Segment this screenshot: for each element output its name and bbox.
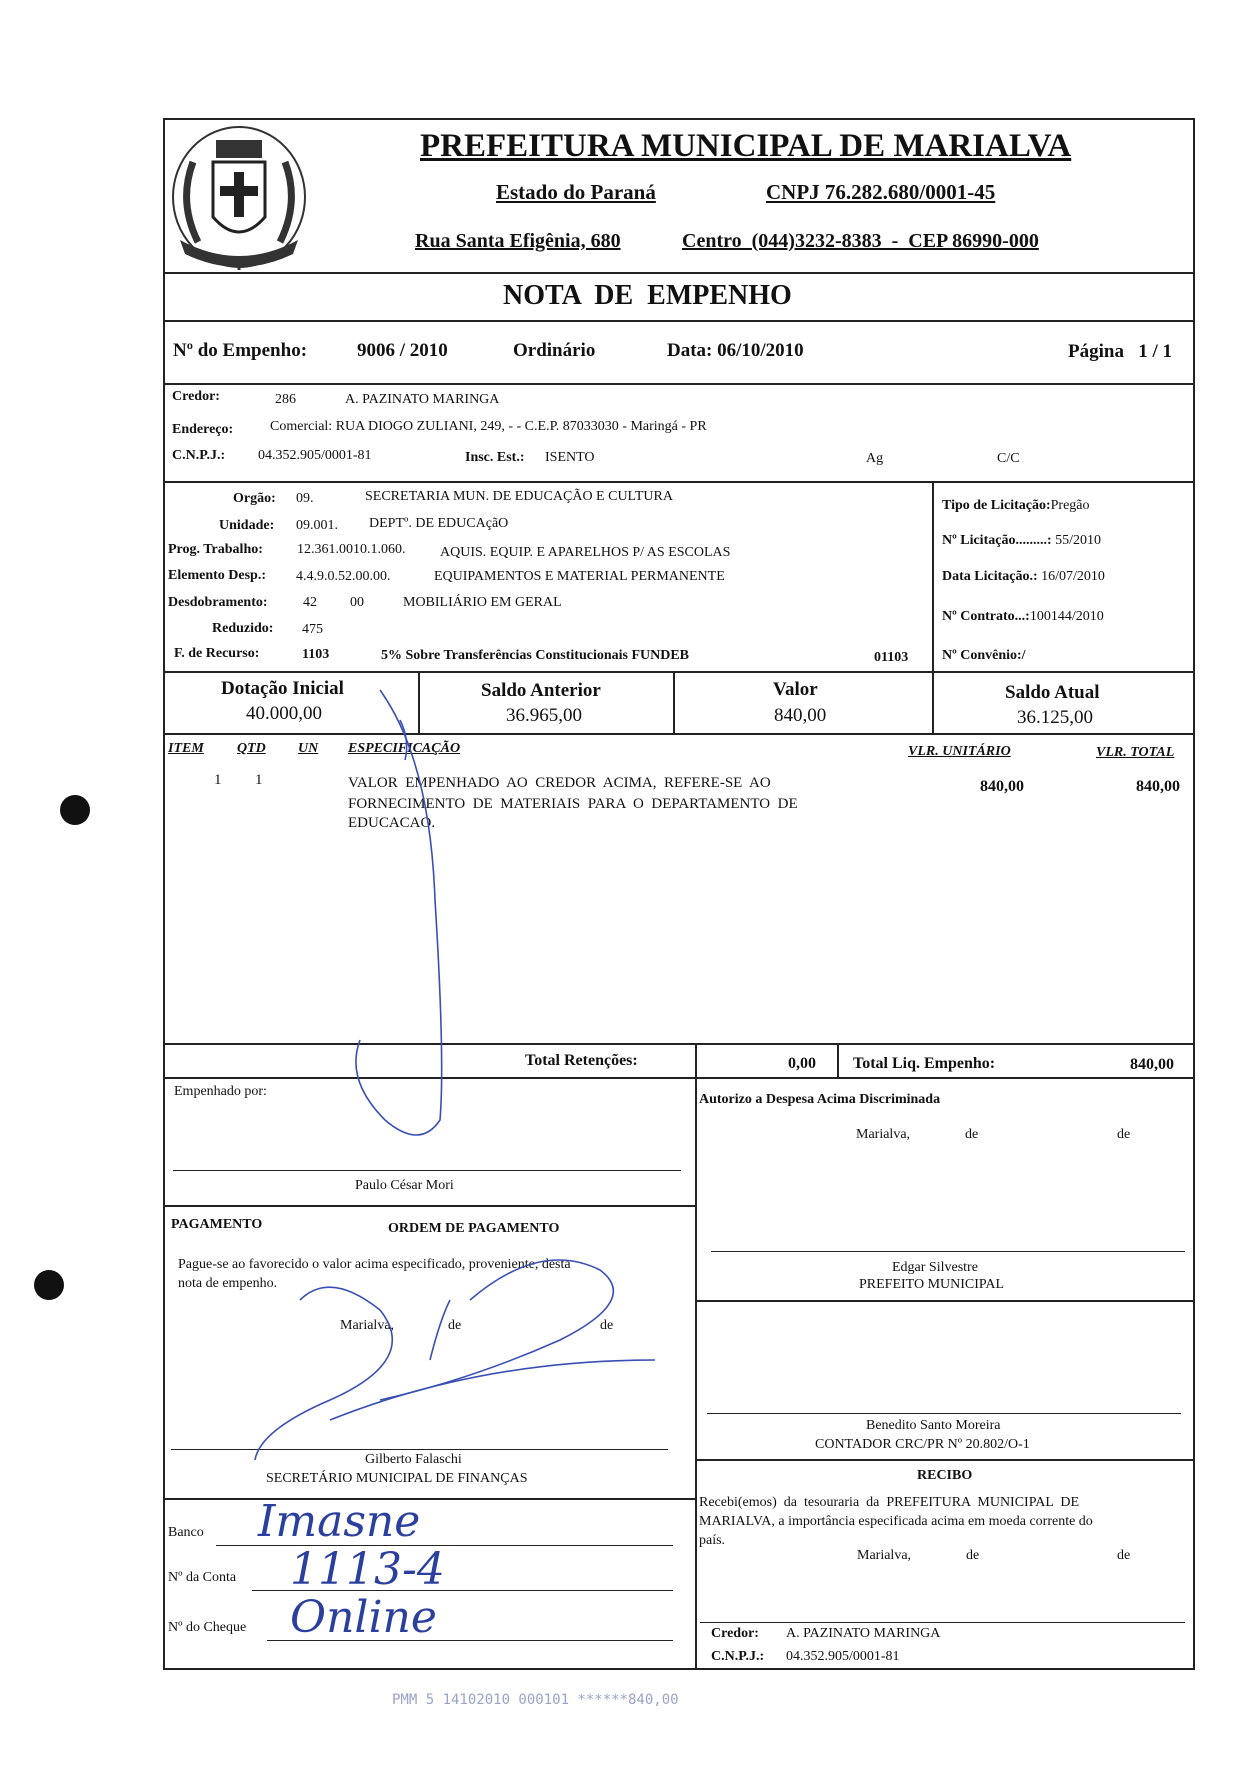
qtd-col-header: QTD (237, 741, 266, 756)
conta-label: Nº da Conta (168, 1570, 237, 1585)
saldo-anterior-label: Saldo Anterior (481, 680, 601, 701)
desdobramento-code2: 00 (350, 595, 364, 610)
total-liquido-value: 840,00 (1130, 1056, 1174, 1073)
desdobramento-name: MOBILIÁRIO EM GERAL (403, 595, 562, 610)
empenhado-name: Paulo César Mori (355, 1178, 454, 1193)
insc-value: ISENTO (545, 450, 595, 465)
autorizo-de2: de (1117, 1127, 1131, 1142)
num-licitacao-value: 55/2010 (1055, 533, 1101, 548)
convenio-label: Nº Convênio:/ (942, 648, 1026, 663)
recurso-name: 5% Sobre Transferências Constitucionais FUNDEB (381, 648, 690, 663)
pagamento-label: PAGAMENTO (171, 1217, 263, 1232)
credor-cnpj: 04.352.905/0001-81 (258, 448, 372, 463)
unidade-label: Unidade: (219, 518, 275, 533)
banco-handwritten: Imasne (258, 1496, 421, 1547)
un-col-header: UN (298, 741, 319, 756)
total-retencoes-label: Total Retenções: (525, 1052, 638, 1069)
item-spec-line1: VALOR EMPENHADO AO CREDOR ACIMA, REFERE-SE AO (348, 775, 771, 791)
item-spec-line3: EDUCACAO. (348, 815, 436, 831)
vlr-total-col-header: VLR. TOTAL (1096, 745, 1175, 760)
prefeito-role: PREFEITO MUNICIPAL (859, 1277, 1005, 1292)
item-total-value: 840,00 (1136, 778, 1180, 795)
recibo-credor-name: A. PAZINATO MARINGA (786, 1626, 941, 1641)
orgao-label: Orgão: (233, 491, 276, 506)
data-licitacao-value: 16/07/2010 (1041, 569, 1105, 584)
dotacao-label: Dotação Inicial (221, 678, 344, 699)
item-unit-value: 840,00 (980, 778, 1024, 795)
page-number: Página 1 / 1 (1068, 341, 1172, 362)
orgao-code: 09. (296, 491, 314, 506)
recurso-code2: 01103 (874, 650, 909, 665)
insc-label: Insc. Est.: (465, 450, 525, 465)
pagamento-signer-role: SECRETÁRIO MUNICIPAL DE FINANÇAS (266, 1471, 528, 1486)
saldo-atual-label: Saldo Atual (1005, 682, 1100, 703)
banco-label: Banco (168, 1525, 204, 1540)
cnpj-label: CNPJ 76.282.680/0001-45 (766, 180, 996, 204)
valor-value: 840,00 (774, 705, 827, 726)
tipo-licitacao-text: Tipo de Licitação: (942, 498, 1051, 513)
autorizo-city: Marialva, (856, 1127, 911, 1142)
saldo-anterior-value: 36.965,00 (506, 705, 582, 726)
item-spec-line2: FORNECIMENTO DE MATERIAIS PARA O DEPARTAMENTO DE (348, 796, 798, 812)
tipo-licitacao-value: Pregão (1050, 498, 1090, 513)
credor-cnpj-label: C.N.P.J.: (172, 448, 226, 463)
prefeito-name: Edgar Silvestre (892, 1260, 978, 1275)
unidade-name: DEPTº. DE EDUCAçãO (369, 516, 509, 531)
spec-col-header: ESPECIFICAÇÃO (348, 741, 461, 756)
prog-label: Prog. Trabalho: (168, 542, 263, 557)
num-licitacao-text: Nº Licitação.........: (942, 533, 1052, 548)
empenho-date: Data: 06/10/2010 (667, 340, 804, 361)
cheque-label: Nº do Cheque (168, 1620, 247, 1635)
doc-title: NOTA DE EMPENHO (503, 280, 792, 311)
reduzido-label: Reduzido: (212, 621, 274, 636)
contrato-value: 100144/2010 (1029, 609, 1104, 624)
elemento-code: 4.4.9.0.52.00.00. (296, 569, 391, 584)
data-licitacao-text: Data Licitação.: (942, 569, 1038, 584)
contador-name: Benedito Santo Moreira (866, 1418, 1001, 1433)
unidade-code: 09.001. (296, 518, 338, 533)
conta-handwritten: 1113-4 (290, 1544, 445, 1595)
prog-code: 12.361.0010.1.060. (297, 542, 406, 557)
empenho-number: 9006 / 2010 (357, 340, 448, 361)
account-label: C/C (997, 451, 1020, 466)
vlr-unit-col-header: VLR. UNITÁRIO (908, 744, 1011, 759)
valor-label: Valor (773, 679, 818, 700)
recibo-text-line1: Recebi(emos) da tesouraria da PREFEITURA MUNICIPAL DE (699, 1495, 1080, 1510)
autorizo-de1: de (965, 1127, 979, 1142)
desdobramento-code1: 42 (303, 595, 317, 610)
empenho-type: Ordinário (513, 340, 596, 361)
autorizo-label: Autorizo a Despesa Acima Discriminada (699, 1092, 941, 1107)
item-col-header: ITEM (168, 741, 204, 756)
pagamento-de2: de (600, 1318, 614, 1333)
item-qtd: 1 (255, 772, 263, 788)
elemento-label: Elemento Desp.: (168, 568, 266, 583)
total-retencoes-value: 0,00 (788, 1055, 816, 1072)
credor-address: Comercial: RUA DIOGO ZULIANI, 249, - - C.E.P. 87033030 - Maringá - PR (270, 419, 707, 434)
contador-role: CONTADOR CRC/PR Nº 20.802/O-1 (815, 1437, 1030, 1452)
dotacao-value: 40.000,00 (246, 703, 322, 724)
recibo-de1: de (966, 1548, 980, 1563)
contrato-text: Nº Contrato...: (942, 609, 1030, 624)
bank-stamp: PMM 5 14102010 000101 ******840,00 (392, 1692, 679, 1708)
total-liquido-label: Total Liq. Empenho: (853, 1055, 996, 1072)
phone-cep-label: Centro (044)3232-8383 - CEP 86990-000 (682, 230, 1039, 252)
municipality-title: PREFEITURA MUNICIPAL DE MARIALVA (420, 128, 1072, 164)
pagamento-text-line1: Pague-se ao favorecido o valor acima especificado, proveniente, desta (178, 1257, 571, 1272)
empenho-label: Nº do Empenho: (173, 340, 308, 361)
pagamento-de1: de (448, 1318, 462, 1333)
credor-label: Credor: (172, 389, 220, 404)
recibo-credor-label: Credor: (711, 1626, 759, 1641)
saldo-atual-value: 36.125,00 (1017, 707, 1093, 728)
recurso-code: 1103 (302, 647, 330, 662)
pagamento-text-line2: nota de empenho. (178, 1276, 278, 1291)
recibo-text-line3: país. (699, 1533, 726, 1548)
empenhado-label: Empenhado por: (174, 1084, 267, 1099)
recibo-de2: de (1117, 1548, 1131, 1563)
state-label: Estado do Paraná (496, 180, 656, 204)
credor-code: 286 (275, 392, 296, 407)
desdobramento-label: Desdobramento: (168, 595, 268, 610)
recibo-city: Marialva, (857, 1548, 912, 1563)
address-label: Rua Santa Efigênia, 680 (415, 230, 621, 252)
address-field-label: Endereço: (172, 422, 234, 437)
recibo-text-line2: MARIALVA, a importância especificada acima em moeda corrente do (699, 1514, 1093, 1529)
credor-name: A. PAZINATO MARINGA (345, 392, 500, 407)
cheque-handwritten: Online (290, 1592, 437, 1643)
recibo-title: RECIBO (917, 1468, 973, 1483)
agency-label: Ag (866, 451, 884, 466)
orgao-name: SECRETARIA MUN. DE EDUCAÇÃO E CULTURA (365, 489, 673, 504)
item-number: 1 (214, 772, 222, 788)
elemento-name: EQUIPAMENTOS E MATERIAL PERMANENTE (434, 569, 725, 584)
recurso-label: F. de Recurso: (174, 646, 260, 661)
pagamento-signer-name: Gilberto Falaschi (365, 1452, 462, 1467)
pagamento-city: Marialva, (340, 1318, 395, 1333)
prog-name: AQUIS. EQUIP. E APARELHOS P/ AS ESCOLAS (440, 545, 731, 560)
reduzido-value: 475 (302, 622, 323, 637)
recibo-cnpj-label: C.N.P.J.: (711, 1649, 765, 1664)
recibo-cnpj: 04.352.905/0001-81 (786, 1649, 900, 1664)
ordem-pagamento-label: ORDEM DE PAGAMENTO (388, 1221, 560, 1236)
